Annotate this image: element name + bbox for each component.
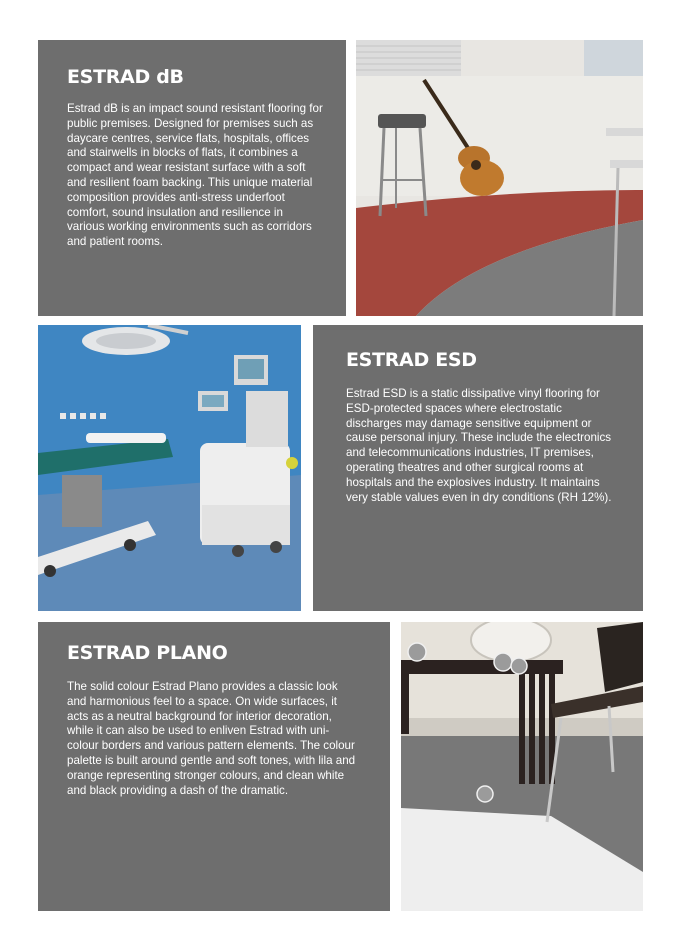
estrad-plano-panel <box>38 622 390 911</box>
guitar-room-photo <box>356 40 643 316</box>
estrad-esd-description: Estrad ESD is a static dissipative vinyl flooring for ESD-protected spaces where electrostatic discharges may damage sensitive equipment or cause personal injury. These include the electronics and telecommunications industries, IT premises, operating theatres and other surgical rooms at hospitals and the explosives industry. It maintains very stable values even in dry conditions (RH 12%). <box>346 387 612 504</box>
estrad-plano-title: ESTRAD PLANO <box>67 642 228 664</box>
estrad-plano-description: The solid colour Estrad Plano provides a classic look and harmonious feel to a space. On wide surfaces, it acts as a neutral background for interior decoration, while it can also be used to enliven Estrad with uni-colour borders and various pattern elements. The colour palette is built around gentle and soft tones, with lila and orange representing stronger colours, and clean white and black providing a dash of the dramatic. <box>67 680 356 797</box>
estrad-db-description: Estrad dB is an impact sound resistant flooring for public premises. Designed for premises such as daycare centres, service flats, hospitals, offices and stairwells in blocks of flats, it combines a compact and wear resistant surface with a soft and resilient foam backing. This unique material composition provides anti-stress underfoot comfort, sound insulation and resilience in various working environments such as corridors and patient rooms. <box>67 102 323 249</box>
estrad-db-panel <box>38 40 346 316</box>
estrad-esd-title: ESTRAD ESD <box>346 349 477 371</box>
estrad-esd-panel <box>313 325 643 611</box>
operating-theatre-photo <box>38 325 301 611</box>
estrad-db-title: ESTRAD dB <box>67 66 184 88</box>
bench-room-photo <box>401 622 643 911</box>
